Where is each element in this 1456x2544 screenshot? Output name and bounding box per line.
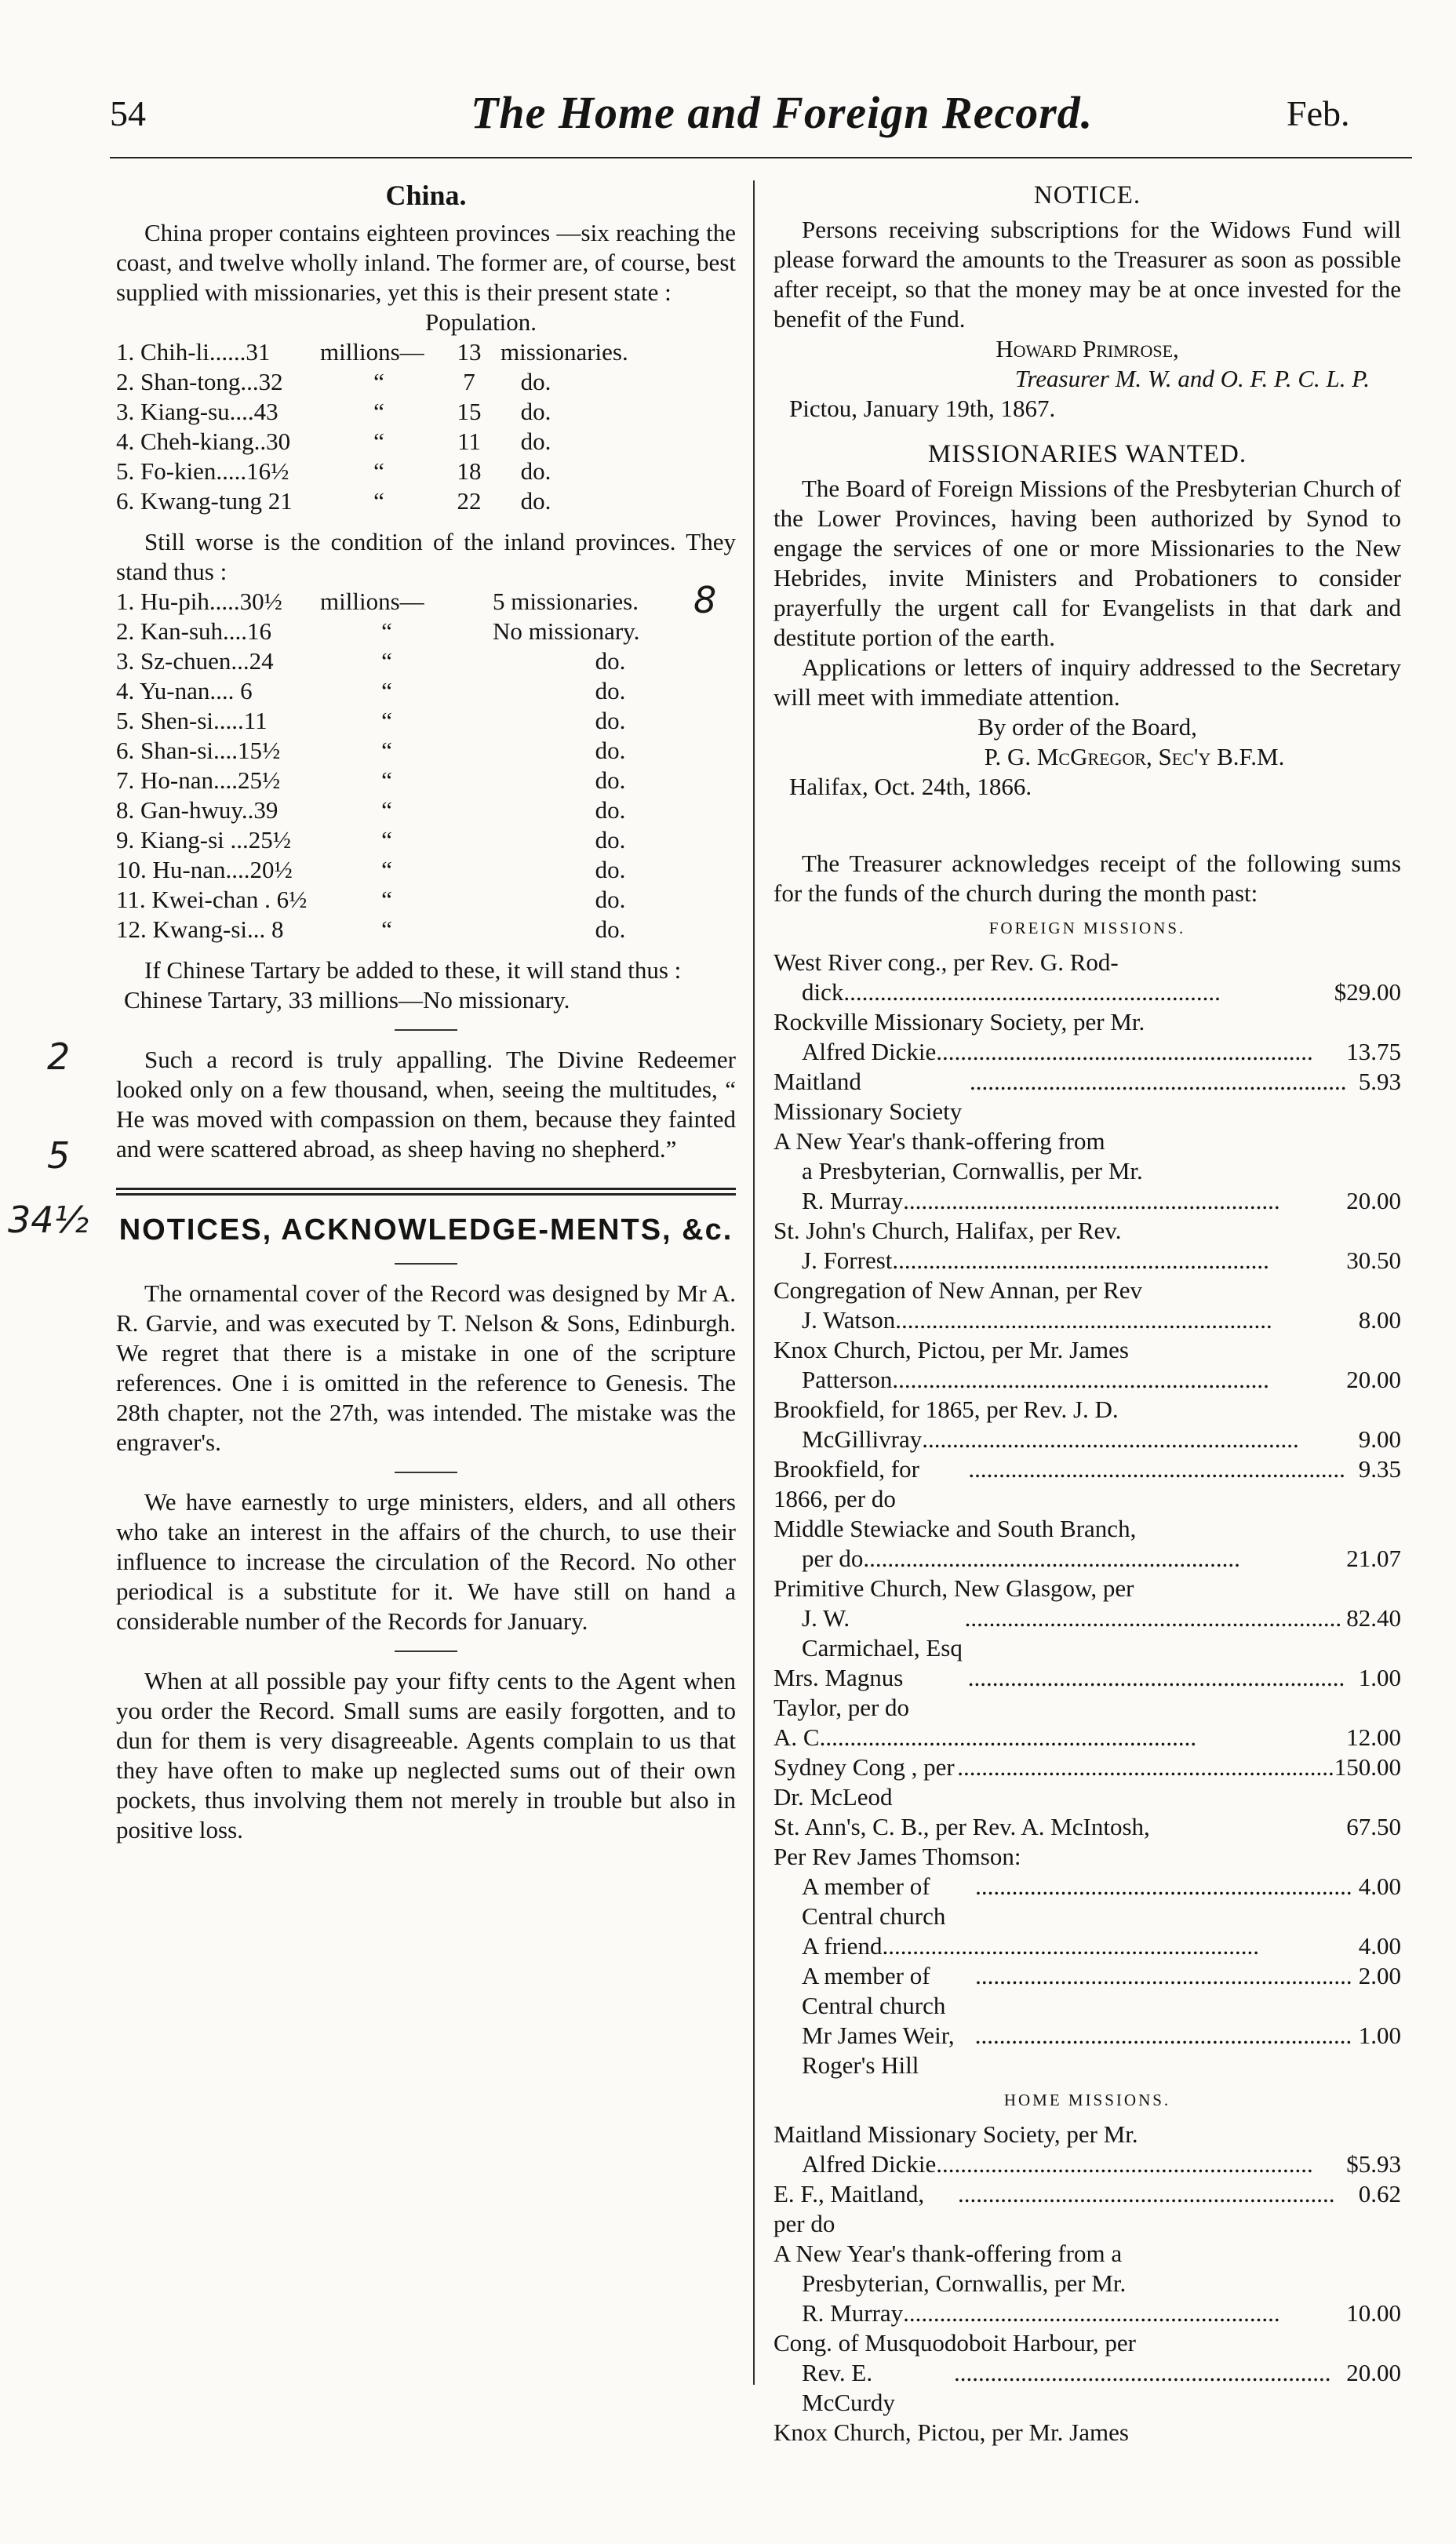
- table-row: 1. Chih-li......31 millions— 13 missionaries.: [116, 338, 628, 366]
- missionaries-apply: Applications or letters of inquiry addressed to the Secretary will meet with immediate attention.: [774, 653, 1401, 711]
- header-rule: [110, 157, 1412, 158]
- population-label: Population.: [424, 308, 537, 336]
- table-row: 5. Shen-si.....11 “ do.: [116, 707, 626, 734]
- list-item: West River cong., per Rev. G. Rod-: [774, 948, 1119, 976]
- page-title: The Home and Foreign Record.: [471, 87, 1094, 138]
- list-item: Mr James Weir, Roger's Hill .............................................................. 1.00: [802, 2022, 1401, 2079]
- table-row: 12. Kwang-si... 8 “ do.: [116, 915, 626, 943]
- list-item: Knox Church, Pictou, per Mr. James: [774, 2418, 1129, 2446]
- list-item: J. Watson .............................................................. 8.00: [802, 1306, 1401, 1334]
- margin-note: 2: [47, 1035, 71, 1078]
- list-item: A New Year's thank-offering from a: [774, 2240, 1123, 2267]
- margin-note: 34½: [8, 1199, 89, 1241]
- table-row: 7. Ho-nan....25½ “ do.: [116, 766, 626, 794]
- divider: [395, 1263, 457, 1265]
- list-item: Congregation of New Annan, per Rev: [774, 1276, 1143, 1304]
- inland-intro: Still worse is the condition of the inland provinces. They stand thus :: [116, 528, 736, 585]
- list-item: Knox Church, Pictou, per Mr. James: [774, 1336, 1129, 1363]
- list-item: A. C .............................................................. 12.00: [774, 1723, 1401, 1751]
- list-item: Middle Stewiacke and South Branch,: [774, 1515, 1137, 1542]
- table-row: 3. Kiang-su....43 “ 15 do.: [116, 398, 551, 425]
- list-item: E. F., Maitland, per do .............................................................. 0.62: [774, 2180, 1401, 2237]
- coastal-provinces-table: [116, 337, 736, 516]
- china-closing: Such a record is truly appalling. The Divine Redeemer looked only on a few thousand, when, seeing the multitudes, “ He was moved with compassion on them, because they fainted and were scattered abroad, as sheep having no shepherd.”: [116, 1046, 736, 1163]
- page-number: 54: [110, 93, 146, 133]
- tartary-intro: If Chinese Tartary be added to these, it will stand thus :: [144, 956, 682, 984]
- missionaries-signer: P. G. McGregor, Sec'y B.F.M.: [984, 743, 1285, 770]
- notice-circulation: We have earnestly to urge ministers, elders, and all others who take an interest in the affairs of the church, to use their influence to increase the circulation of the Record. No other periodical is a substitute for it. We have still on hand a considerable number of the Records for January.: [116, 1488, 736, 1635]
- list-item: Cong. of Musquodoboit Harbour, per: [774, 2329, 1136, 2357]
- list-item: Rockville Missionary Society, per Mr.: [774, 1008, 1145, 1035]
- list-item: Maitland Missionary Society, per Mr.: [774, 2120, 1138, 2148]
- list-item: Maitland Missionary Society .............................................................. 5.93: [774, 1068, 1401, 1125]
- list-item: St. Ann's, C. B., per Rev. A. McIntosh, 67.50: [774, 1813, 1401, 1840]
- margin-note: 8: [693, 579, 717, 621]
- margin-note: 5: [47, 1134, 71, 1177]
- list-item: Brookfield, for 1865, per Rev. J. D.: [774, 1396, 1119, 1423]
- list-item: dick .............................................................. $29.00: [802, 978, 1401, 1006]
- china-intro: China proper contains eighteen provinces —six reaching the coast, and twelve wholly inland. The former are, of course, best supplied with missionaries, yet this is their present state :: [116, 219, 736, 306]
- table-row: 6. Kwang-tung 21 “ 22 do.: [116, 487, 551, 515]
- divider: [395, 1651, 457, 1652]
- table-row: 6. Shan-si....15½ “ do.: [116, 737, 626, 764]
- list-item: A member of Central church .............................................................. 4.00: [802, 1873, 1401, 1930]
- section-divider: [116, 1188, 736, 1196]
- list-item: Brookfield, for 1866, per do .............................................................. 9.35: [774, 1455, 1401, 1512]
- list-item: Alfred Dickie .............................................................. $5.93: [802, 2150, 1401, 2178]
- list-item: A member of Central church .............................................................. 2.00: [802, 1962, 1401, 2019]
- list-item: per do .............................................................. 21.07: [802, 1545, 1401, 1572]
- list-item: Presbyterian, Cornwallis, per Mr.: [802, 2269, 1127, 2297]
- left-column: [116, 180, 736, 1845]
- list-item: St. John's Church, Halifax, per Rev.: [774, 1217, 1122, 1244]
- foreign-missions-label: FOREIGN MISSIONS.: [988, 919, 1186, 937]
- notice-cover: The ornamental cover of the Record was designed by Mr A. R. Garvie, and was executed by T. Nelson & Sons, Edinburgh. We regret that there is a mistake in one of the scripture references. One i is omitted in the reference to Genesis. The 28th chapter, not the 27th, was intended. The mistake was the engraver's.: [116, 1279, 736, 1456]
- list-item: McGillivray .............................................................. 9.00: [802, 1425, 1401, 1453]
- notice-place-date: Pictou, January 19th, 1867.: [789, 395, 1056, 422]
- list-item: R. Murray .............................................................. 20.00: [802, 1187, 1401, 1214]
- table-row: 4. Cheh-kiang..30 “ 11 do.: [116, 428, 551, 455]
- table-row: 5. Fo-kien.....16½ “ 18 do.: [116, 457, 551, 485]
- tartary-line: Chinese Tartary, 33 millions—No missionary.: [124, 986, 570, 1014]
- table-row: 11. Kwei-chan . 6½ “ do.: [116, 886, 626, 913]
- list-item: Mrs. Magnus Taylor, per do .............................................................. 1.00: [774, 1664, 1401, 1721]
- list-item: J. W. Carmichael, Esq .............................................................. 82.40: [802, 1604, 1401, 1661]
- divider: [395, 1029, 457, 1031]
- home-missions-list: [774, 2120, 1401, 2448]
- list-item: A New Year's thank-offering from: [774, 1127, 1105, 1155]
- list-item: R. Murray .............................................................. 10.00: [802, 2299, 1401, 2327]
- divider: [395, 1472, 457, 1473]
- treasurer-intro: The Treasurer acknowledges receipt of the following sums for the funds of the church during the month past:: [774, 850, 1401, 907]
- notices-heading: NOTICES, ACKNOWLEDGE-MENTS, &c.: [118, 1214, 733, 1247]
- column-divider: [753, 180, 755, 2385]
- table-row: 2. Shan-tong...32 “ 7 do.: [116, 368, 551, 395]
- notice-heading: NOTICE.: [1033, 181, 1141, 209]
- table-row: 4. Yu-nan.... 6 “ do.: [116, 677, 626, 704]
- missionaries-heading: MISSIONARIES WANTED.: [927, 440, 1247, 468]
- order-line: By order of the Board,: [977, 713, 1197, 741]
- table-row: 10. Hu-nan....20½ “ do.: [116, 856, 626, 883]
- china-heading: China.: [385, 180, 467, 211]
- page-month: Feb.: [1287, 93, 1350, 133]
- home-missions-label: HOME MISSIONS.: [1003, 2091, 1171, 2109]
- notice-signer: Howard Primrose,: [996, 335, 1179, 362]
- inland-provinces-table: [116, 587, 736, 944]
- table-row: 8. Gan-hwuy..39 “ do.: [116, 796, 626, 824]
- notice-body: Persons receiving subscriptions for the Widows Fund will please forward the amounts to the Treasurer as soon as possible after receipt, so that the money may be at once invested for the benefit of the Fund.: [774, 216, 1401, 333]
- list-item: Primitive Church, New Glasgow, per: [774, 1574, 1134, 1602]
- list-item: A friend .............................................................. 4.00: [802, 1932, 1401, 1960]
- missionaries-body: The Board of Foreign Missions of the Presbyterian Church of the Lower Provinces, having been authorized by Synod to engage the services of one or more Missionaries to the New Hebrides, invite Ministers and Probationers to consider prayerfully the urgent call for Evangelists in that dark and destitute portion of the earth.: [774, 475, 1401, 651]
- table-row: 1. Hu-pih.....30½ millions— 5 missionaries.: [116, 588, 639, 615]
- list-item: Alfred Dickie .............................................................. 13.75: [802, 1038, 1401, 1065]
- right-column: [774, 180, 1401, 2448]
- list-item: Rev. E. McCurdy .............................................................. 20.00: [802, 2359, 1401, 2416]
- list-item: Patterson .............................................................. 20.00: [802, 1366, 1401, 1393]
- notice-signer-title: Treasurer M. W. and O. F. P. C. L. P.: [1014, 365, 1370, 392]
- list-item: Per Rev James Thomson:: [774, 1843, 1021, 1870]
- missionaries-place-date: Halifax, Oct. 24th, 1866.: [789, 773, 1032, 800]
- list-item: Sydney Cong , per Dr. McLeod .............................................................. 150.00: [774, 1753, 1401, 1811]
- table-row: 2. Kan-suh....16 “ No missionary.: [116, 617, 640, 645]
- list-item: J. Forrest .............................................................. 30.50: [802, 1247, 1401, 1274]
- foreign-missions-list: [774, 948, 1401, 2080]
- notice-payment: When at all possible pay your fifty cents to the Agent when you order the Record. Small sums are easily forgotten, and to dun for them is very disagreeable. Agents complain to us that they have often to make up neglected sums out of their own pockets, thus involving them not merely in trouble but also in positive loss.: [116, 1667, 736, 1843]
- table-row: 9. Kiang-si ...25½ “ do.: [116, 826, 626, 853]
- list-item: a Presbyterian, Cornwallis, per Mr.: [802, 1157, 1143, 1185]
- table-row: 3. Sz-chuen...24 “ do.: [116, 647, 626, 675]
